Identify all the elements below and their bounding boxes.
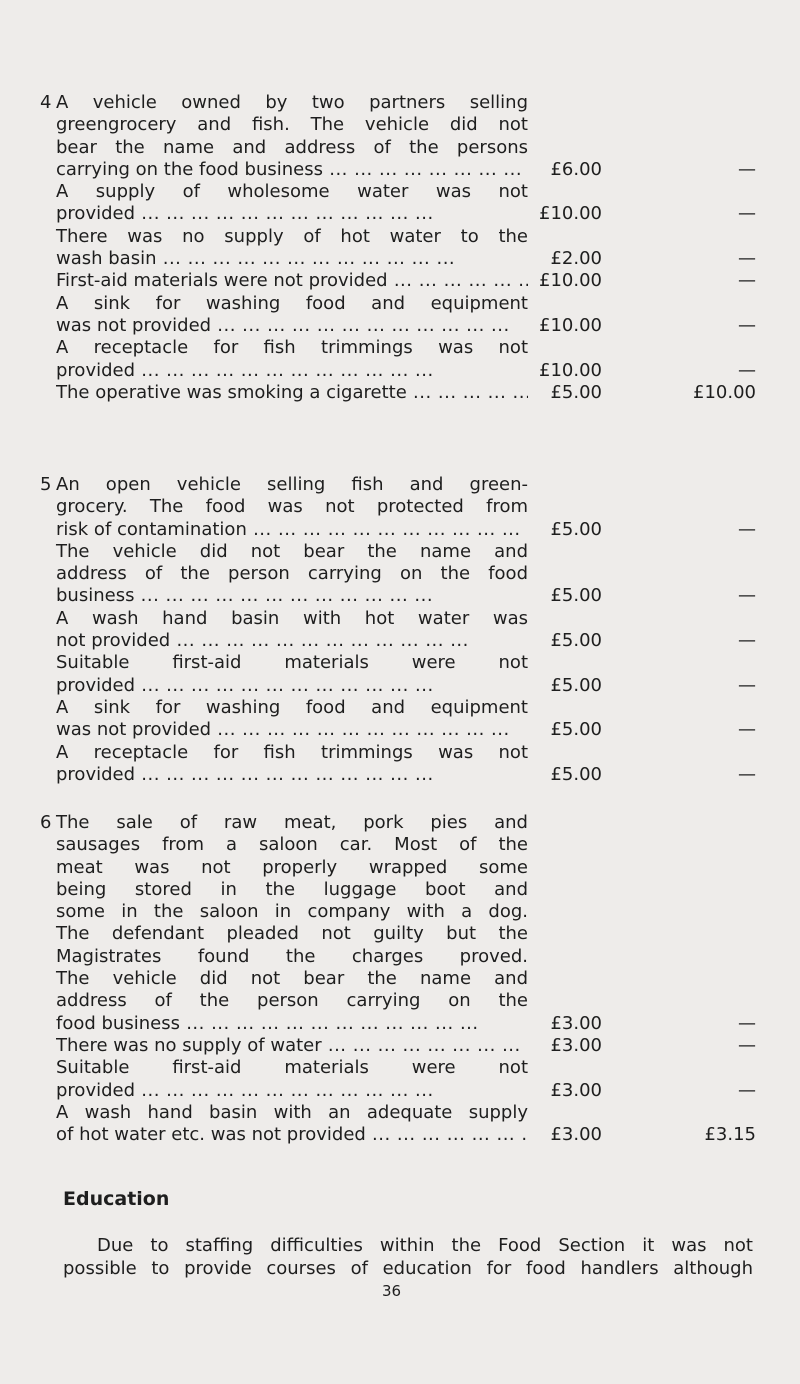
offence-item [56,1057,796,1102]
offence-line: meat was not properly wrapped some [56,856,528,878]
offence-line: food business ... . [56,1013,528,1035]
fine-amount: £3.00 [550,1079,602,1101]
offence-line: A wash hand basin with hot water was [56,607,528,629]
fine-amount: £10.00 [539,203,602,225]
offence-line: not provided ... . [56,630,528,652]
costs-amount: — [738,158,756,180]
offence-line: Suitable first-aid materials were not [56,652,528,674]
offence-line: business ... . [56,585,528,607]
offence-line: risk of contamination ... . [56,519,528,541]
paragraph-line: Due to staffing difficulties within the Food Section it was not [97,1235,753,1256]
costs-amount: — [738,585,756,607]
costs-amount: — [738,1034,756,1056]
fine-amount: £5.00 [550,674,602,696]
case-number: 6 [40,812,52,833]
fine-amount: £5.00 [550,719,602,741]
offence-line: of hot water etc. was not provided ... . [56,1124,528,1146]
fine-amount: £5.00 [550,381,602,403]
fine-amount: £6.00 [550,158,602,180]
costs-amount: £10.00 [693,381,756,403]
fine-amount: £2.00 [550,248,602,270]
offence-line: some in the saloon in company with a dog. [56,901,528,923]
fine-amount: £10.00 [539,314,602,336]
costs-amount: — [738,1079,756,1101]
costs-amount: — [738,719,756,741]
offence-line: Magistrates found the charges proved. [56,945,528,967]
offence-line: provided ... . [56,764,528,786]
offence-line: A receptacle for fish trimmings was not [56,741,528,763]
section-heading: Education [63,1188,170,1210]
offence-line: address of the person carrying on the food [56,563,528,585]
offence-line: provided ... . [56,203,528,225]
offence-line: grocery. The food was not protected from [56,496,528,518]
costs-amount: — [738,1012,756,1034]
offence-line: A wash hand basin with an adequate supply [56,1101,528,1123]
costs-amount: — [738,763,756,785]
offence-item [56,474,796,541]
fine-amount: £5.00 [550,763,602,785]
offence-line: provided ... . [56,1080,528,1102]
offence-line: The vehicle did not bear the name and [56,540,528,562]
offence-item [56,652,796,697]
costs-amount: — [738,674,756,696]
offence-line: The vehicle did not bear the name and [56,968,528,990]
offence-line: was not provided ... . [56,719,528,741]
offence-line: wash basin ... . [56,248,528,270]
offence-line: First-aid materials were not provided ... . [56,270,528,292]
offence-item [56,270,796,292]
offence-line: A receptacle for fish trimmings was not [56,337,528,359]
offence-item [56,293,796,338]
offence-item [56,382,796,404]
offence-line: carrying on the food business ... . [56,159,528,181]
offence-line: A sink for washing food and equipment [56,696,528,718]
offence-item [56,697,796,742]
offence-line: The operative was smoking a cigarette ... . [56,382,528,404]
offence-line: greengrocery and fish. The vehicle did not [56,114,528,136]
fine-amount: £10.00 [539,359,602,381]
costs-amount: — [738,630,756,652]
offence-line: A sink for washing food and equipment [56,292,528,314]
fine-amount: £3.00 [550,1012,602,1034]
costs-amount: — [738,518,756,540]
case-number: 5 [40,474,52,495]
paragraph-line: possible to provide courses of education for food handlers although [63,1258,753,1279]
costs-amount: — [738,359,756,381]
page-number: 36 [382,1282,402,1300]
costs-amount: — [738,314,756,336]
offence-item [56,1102,796,1147]
offence-line: The defendant pleaded not guilty but the [56,923,528,945]
offence-line: sausages from a saloon car. Most of the [56,834,528,856]
offence-line: There was no supply of hot water to the [56,225,528,247]
fine-amount: £5.00 [550,585,602,607]
offence-item [56,742,796,787]
fine-amount: £5.00 [550,630,602,652]
offence-item [56,181,796,226]
costs-amount: — [738,270,756,292]
costs-amount: — [738,203,756,225]
offence-item [56,812,796,1035]
offence-line: bear the name and address of the persons [56,136,528,158]
offence-item [56,1035,796,1057]
offence-line: The sale of raw meat, pork pies and [56,812,528,833]
offence-line: An open vehicle selling fish and green- [56,474,528,495]
fine-amount: £10.00 [539,270,602,292]
education-paragraph [63,1234,753,1280]
costs-amount: £3.15 [704,1124,756,1146]
offence-line: There was no supply of water ... . [56,1035,528,1057]
offence-item [56,337,796,382]
fine-amount: £3.00 [550,1124,602,1146]
fine-amount: £3.00 [550,1034,602,1056]
offence-line: A vehicle owned by two partners selling [56,92,528,113]
offence-item [56,608,796,653]
offence-line: address of the person carrying on the [56,990,528,1012]
offence-item [56,226,796,271]
offence-item [56,92,796,181]
offence-item [56,541,796,608]
offence-line: provided ... . [56,360,528,382]
fine-amount: £5.00 [550,518,602,540]
offence-line: A supply of wholesome water was not [56,181,528,203]
offence-line: was not provided ... . [56,315,528,337]
costs-amount: — [738,248,756,270]
case-number: 4 [40,92,52,113]
offence-line: being stored in the luggage boot and [56,878,528,900]
offence-line: provided ... . [56,675,528,697]
offence-line: Suitable first-aid materials were not [56,1057,528,1079]
